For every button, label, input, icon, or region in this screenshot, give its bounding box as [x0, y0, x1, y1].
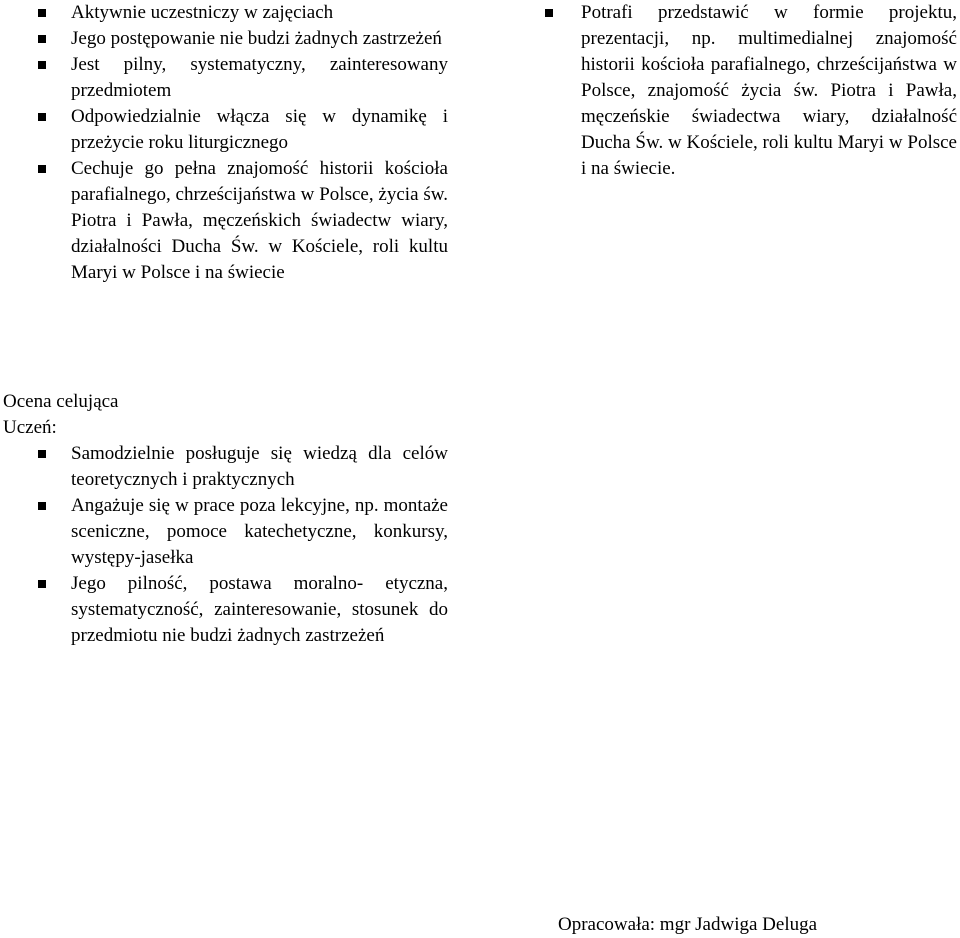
list-item-text: Jest pilny, systematyczny, zainteresowany przedmiotem [71, 54, 448, 101]
square-bullet-icon [38, 9, 46, 17]
list-item [38, 441, 448, 493]
list-item-text: Potrafi przedstawić w formie projektu, prezentacji, np. multimedialnej znajomość historii kościoła parafialnego, chrześcijaństwa w Polsce, znajomość życia św. Piotra i Pawła, męczeńskie świadectwa wiary, działalność Ducha Św. w Kościele, roli kultu Maryi w Polsce i na świecie. [581, 2, 957, 179]
square-bullet-icon [38, 35, 46, 43]
author-signature: Opracowała: mgr Jadwiga Deluga [558, 914, 818, 935]
list-item-text: Odpowiedzialnie włącza się w dynamikę i przeżycie roku liturgicznego [71, 106, 448, 153]
list-item-text: Samodzielnie posługuje się wiedzą dla celów teoretycznych i praktycznych [71, 443, 448, 490]
list-item-text: Jego pilność, postawa moralno- etyczna, systematyczność, zainteresowanie, stosunek do przedmiotu nie budzi żadnych zastrzeżeń [71, 573, 448, 646]
list-item-text: Jego postępowanie nie budzi żadnych zastrzeżeń [71, 28, 442, 49]
square-bullet-icon [38, 450, 46, 458]
square-bullet-icon [38, 502, 46, 510]
grade-bullet-list [38, 441, 448, 649]
list-item [38, 571, 448, 649]
left-column [38, 0, 448, 286]
list-item-text: Aktywnie uczestniczy w zajęciach [71, 2, 334, 23]
grade-section [3, 389, 448, 649]
list-item-text: Angażuje się w prace poza lekcyjne, np. montaże sceniczne, pomoce katechetyczne, konkursy, występy-jasełka [71, 495, 448, 568]
square-bullet-icon [38, 580, 46, 588]
list-item [545, 0, 957, 182]
square-bullet-icon [38, 61, 46, 69]
square-bullet-icon [38, 165, 46, 173]
square-bullet-icon [545, 9, 553, 17]
list-item [38, 493, 448, 571]
list-item [38, 52, 448, 104]
left-bullet-list [38, 0, 448, 286]
list-item [38, 156, 448, 286]
grade-heading: Ocena celująca [3, 391, 119, 412]
right-column [545, 0, 957, 182]
student-label: Uczeń: [3, 417, 57, 438]
list-item [38, 0, 448, 26]
square-bullet-icon [38, 113, 46, 121]
right-bullet-list [545, 0, 957, 182]
list-item [38, 104, 448, 156]
list-item [38, 26, 448, 52]
list-item-text: Cechuje go pełna znajomość historii kościoła parafialnego, chrześcijaństwa w Polsce, życia św. Piotra i Pawła, męczeńskich świadectw wiary, działalności Ducha Św. w Kościele, roli kultu Maryi w Polsce i na świecie [71, 158, 448, 283]
